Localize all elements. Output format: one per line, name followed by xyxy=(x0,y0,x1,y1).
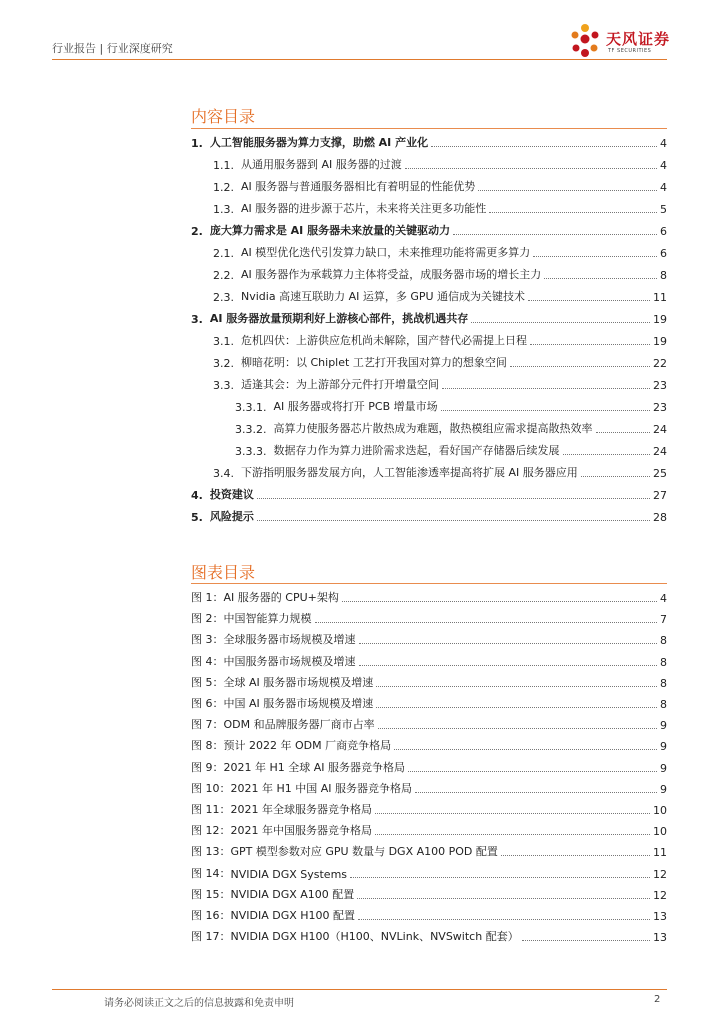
figure-entry-text: GPT 模型参数对应 GPU 数量与 DGX A100 POD 配置 xyxy=(230,845,498,859)
toc-leader-dots xyxy=(471,322,650,323)
toc-entry-text: 适逢其会：为上游部分元件打开增量空间 xyxy=(241,378,439,391)
figure-entry-label: 图 9： xyxy=(191,760,224,774)
figure-entry-label: 图 5： xyxy=(191,675,224,689)
figure-entry[interactable] xyxy=(191,924,667,944)
figure-entry-label: 图 12： xyxy=(191,824,231,838)
figure-entry[interactable] xyxy=(191,733,667,753)
figure-leader-dots xyxy=(342,601,657,602)
toc-entry-page: 23 xyxy=(653,379,667,392)
figure-entry-label: 图 11： xyxy=(191,803,231,816)
figure-entry[interactable] xyxy=(191,712,667,732)
figure-entry-label: 图 17： xyxy=(191,930,231,944)
toc-leader-dots xyxy=(405,168,657,169)
figure-entry[interactable] xyxy=(191,627,667,647)
figure-entry[interactable] xyxy=(191,903,667,923)
figure-leader-dots xyxy=(522,940,650,941)
toc-entry-page: 23 xyxy=(653,401,667,414)
figure-entry-text: 全球 AI 服务器市场规模及增速 xyxy=(223,675,374,689)
figure-entry[interactable] xyxy=(191,776,667,796)
toc-entry-number: 3.3.2. xyxy=(235,423,267,436)
toc-entry-number: 1. xyxy=(191,137,203,150)
figure-leader-dots xyxy=(376,707,657,708)
toc-entry-page: 24 xyxy=(653,445,667,458)
figure-entry-page: 8 xyxy=(660,655,667,669)
figure-entry[interactable] xyxy=(191,861,667,881)
figure-entry-text: 2021 年中国服务器竞争格局 xyxy=(230,824,372,838)
toc-leader-dots xyxy=(441,410,650,411)
toc-entry[interactable] xyxy=(235,394,667,414)
figure-entry[interactable] xyxy=(191,606,667,626)
toc-entry-page: 8 xyxy=(660,269,667,282)
figure-entry[interactable] xyxy=(191,670,667,690)
toc-entry-page: 25 xyxy=(653,467,667,480)
toc-entry-text: 人工智能服务器为算力支撑，助燃 AI 产业化 xyxy=(209,136,429,149)
figure-entry-text: NVIDIA DGX A100 配置 xyxy=(230,887,355,901)
toc-entry-text: 数据存力作为算力进阶需求迭起，看好国产存储器后续发展 xyxy=(273,444,560,457)
figure-entry-page: 13 xyxy=(653,931,667,945)
toc-leader-dots xyxy=(478,190,657,191)
toc-entry-text: AI 服务器的进步源于芯片，未来将关注更多功能性 xyxy=(241,202,487,215)
figure-entry-text: NVIDIA DGX H100 配置 xyxy=(230,909,356,922)
figure-entry-text: 中国智能算力规模 xyxy=(223,612,312,626)
figure-entry-text: 2021 年全球服务器竞争格局 xyxy=(230,803,372,816)
figure-entry-text: NVIDIA DGX H100（H100、NVLink、NVSwitch 配套） xyxy=(230,930,519,944)
figure-entry-label: 图 13： xyxy=(191,845,231,859)
toc-entry[interactable] xyxy=(213,460,667,480)
toc-entry[interactable] xyxy=(235,416,667,436)
figure-entry-label: 图 7： xyxy=(191,718,224,732)
header-category: 行业报告 | 行业深度研究 xyxy=(52,42,173,55)
contents-title-rule xyxy=(191,128,667,129)
toc-entry[interactable] xyxy=(191,482,667,502)
toc-entry[interactable] xyxy=(213,284,667,304)
figure-entry-label: 图 2： xyxy=(191,612,224,626)
figure-leader-dots xyxy=(359,643,658,644)
figure-entry-page: 11 xyxy=(653,846,667,860)
toc-entry-text: 风险提示 xyxy=(209,510,254,523)
toc-entry-page: 4 xyxy=(660,137,667,150)
figure-entry-label: 图 6： xyxy=(191,697,224,710)
toc-entry-page: 19 xyxy=(653,335,667,348)
toc-entry-page: 19 xyxy=(653,313,667,326)
toc-entry-text: 投资建议 xyxy=(209,488,254,501)
toc-entry-page: 22 xyxy=(653,357,667,370)
toc-entry[interactable] xyxy=(235,438,667,458)
toc-entry-number: 2.1. xyxy=(213,247,234,260)
figure-entry[interactable] xyxy=(191,839,667,859)
toc-entry-page: 6 xyxy=(660,247,667,260)
figure-entry-text: NVIDIA DGX Systems xyxy=(230,867,348,881)
toc-entry-number: 3.2. xyxy=(213,357,234,370)
brand-name-en: TF SECURITIES xyxy=(608,48,652,54)
toc-leader-dots xyxy=(596,432,651,433)
figure-leader-dots xyxy=(415,792,657,793)
toc-entry-number: 1.1. xyxy=(213,159,234,172)
toc-leader-dots xyxy=(431,146,657,147)
figure-leader-dots xyxy=(376,686,657,687)
footer-disclaimer: 请务必阅读正文之后的信息披露和免责申明 xyxy=(104,998,294,1009)
figure-entry-label: 图 1： xyxy=(191,591,224,604)
toc-entry-number: 1.2. xyxy=(213,181,234,194)
toc-entry-text: AI 模型优化迭代引发算力缺口，未来推理功能将需更多算力 xyxy=(241,246,531,259)
figure-entry-page: 10 xyxy=(653,804,667,817)
figure-entry-page: 12 xyxy=(653,888,667,902)
figure-entry-page: 8 xyxy=(660,634,667,648)
figure-entry-page: 9 xyxy=(660,761,667,775)
figure-entry-text: AI 服务器的 CPU+架构 xyxy=(223,591,339,604)
figure-leader-dots xyxy=(408,771,657,772)
toc-entry-page: 24 xyxy=(653,423,667,436)
figure-entry-page: 7 xyxy=(660,613,667,627)
figure-leader-dots xyxy=(359,665,658,666)
brand-logo xyxy=(568,22,698,62)
toc-entry[interactable] xyxy=(191,306,667,326)
toc-entry-text: AI 服务器与普通服务器相比有着明显的性能优势 xyxy=(241,180,476,193)
toc-entry-number: 3. xyxy=(191,313,203,326)
toc-entry-number: 3.3.3. xyxy=(235,445,267,458)
toc-entry-number: 5. xyxy=(191,511,203,524)
toc-entry[interactable] xyxy=(213,262,667,282)
toc-entry[interactable] xyxy=(213,328,667,348)
toc-entry-text: 柳暗花明：以 Chiplet 工艺打开我国对算力的想象空间 xyxy=(241,356,507,369)
figure-entry-page: 9 xyxy=(660,782,667,796)
figure-leader-dots xyxy=(375,813,650,814)
toc-leader-dots xyxy=(530,344,650,345)
figures-title-rule xyxy=(191,583,667,584)
figures-title: 图表目录 xyxy=(191,563,256,582)
toc-entry-text: AI 服务器放量预期利好上游核心部件，挑战机遇共存 xyxy=(209,312,469,325)
toc-entry[interactable] xyxy=(213,174,667,194)
figure-leader-dots xyxy=(375,834,650,835)
toc-entry-number: 3.4. xyxy=(213,467,234,480)
toc-leader-dots xyxy=(533,256,657,257)
toc-entry[interactable] xyxy=(213,152,667,172)
toc-entry-page: 4 xyxy=(660,159,667,172)
toc-entry-text: AI 服务器或将打开 PCB 增量市场 xyxy=(273,400,438,413)
toc-entry-number: 3.3.1. xyxy=(235,401,267,414)
contents-title: 内容目录 xyxy=(191,107,256,126)
toc-entry-page: 5 xyxy=(660,203,667,216)
toc-entry-text: 高算力使服务器芯片散热成为难题，散热模组应需求提高散热效率 xyxy=(273,422,593,435)
figure-leader-dots xyxy=(315,622,658,623)
toc-leader-dots xyxy=(453,234,657,235)
toc-entry-text: 危机四伏：上游供应危机尚未解除，国产替代必需提上日程 xyxy=(241,334,527,347)
toc-leader-dots xyxy=(510,366,650,367)
toc-entry-text: Nvidia 高速互联助力 AI 运算，多 GPU 通信成为关键技术 xyxy=(241,290,526,303)
toc-entry[interactable] xyxy=(213,372,667,392)
figure-entry-page: 4 xyxy=(660,592,667,605)
figure-entry[interactable] xyxy=(191,755,667,775)
toc-leader-dots xyxy=(544,278,657,279)
figure-entry-text: 中国服务器市场规模及增速 xyxy=(223,654,356,668)
figure-entry-text: 2021 年 H1 中国 AI 服务器竞争格局 xyxy=(230,781,413,795)
toc-entry-number: 4. xyxy=(191,489,203,502)
figure-entry-text: ODM 和品牌服务器厂商市占率 xyxy=(223,718,375,732)
brand-name-cn: 天风证券 xyxy=(606,30,671,48)
figure-entry-text: 中国 AI 服务器市场规模及增速 xyxy=(223,697,374,710)
toc-leader-dots xyxy=(528,300,650,301)
toc-entry[interactable] xyxy=(213,240,667,260)
toc-entry-number: 2. xyxy=(191,225,203,238)
figure-entry-text: 预计 2022 年 ODM 厂商竞争格局 xyxy=(223,739,392,753)
figure-entry-text: 2021 年 H1 全球 AI 服务器竞争格局 xyxy=(223,760,406,774)
toc-leader-dots xyxy=(442,388,650,389)
figure-entry-page: 12 xyxy=(653,867,667,881)
header-divider xyxy=(52,59,667,60)
toc-leader-dots xyxy=(581,476,650,477)
figure-entry[interactable] xyxy=(191,585,667,605)
toc-entry[interactable] xyxy=(191,130,667,150)
toc-entry-text: 庞大算力需求是 AI 服务器未来放量的关键驱动力 xyxy=(209,224,451,237)
figure-leader-dots xyxy=(501,855,650,856)
figure-leader-dots xyxy=(350,877,650,878)
footer-divider xyxy=(52,989,667,990)
toc-leader-dots xyxy=(257,520,650,521)
toc-entry-number: 2.3. xyxy=(213,291,234,304)
figure-entry-text: 全球服务器市场规模及增速 xyxy=(223,633,356,647)
footer-page-number: 2 xyxy=(654,994,661,1005)
toc-entry-number: 2.2. xyxy=(213,269,234,282)
toc-entry-text: 下游指明服务器发展方向，人工智能渗透率提高将扩展 AI 服务器应用 xyxy=(241,466,578,479)
figure-entry-label: 图 14： xyxy=(191,866,231,880)
figure-entry-label: 图 8： xyxy=(191,739,224,753)
figure-leader-dots xyxy=(357,898,650,899)
figure-leader-dots xyxy=(378,728,657,729)
toc-leader-dots xyxy=(257,498,650,499)
figure-entry[interactable] xyxy=(191,818,667,838)
toc-leader-dots xyxy=(563,454,651,455)
toc-entry[interactable] xyxy=(213,350,667,370)
figure-entry-label: 图 16： xyxy=(191,909,231,922)
toc-entry-page: 28 xyxy=(653,511,667,524)
toc-entry-page: 6 xyxy=(660,225,667,238)
toc-entry-number: 3.1. xyxy=(213,335,234,348)
figure-entry-page: 8 xyxy=(660,698,667,711)
figure-entry[interactable] xyxy=(191,649,667,669)
toc-entry[interactable] xyxy=(213,196,667,216)
toc-entry[interactable] xyxy=(191,504,667,524)
figure-entry-label: 图 3： xyxy=(191,633,224,647)
figure-entry-page: 13 xyxy=(653,910,667,923)
toc-entry-text: AI 服务器作为承载算力主体将受益，成服务器市场的增长主力 xyxy=(241,268,542,281)
toc-entry-text: 从通用服务器到 AI 服务器的过渡 xyxy=(241,158,402,171)
toc-entry-page: 11 xyxy=(653,291,667,304)
toc-entry-page: 4 xyxy=(660,181,667,194)
toc-leader-dots xyxy=(489,212,657,213)
figure-entry-page: 10 xyxy=(653,825,667,839)
figure-leader-dots xyxy=(394,749,657,750)
figure-entry-page: 9 xyxy=(660,719,667,733)
toc-entry[interactable] xyxy=(191,218,667,238)
figure-entry[interactable] xyxy=(191,691,667,711)
figure-entry[interactable] xyxy=(191,882,667,902)
figure-entry-label: 图 4： xyxy=(191,654,224,668)
figure-entry-label: 图 15： xyxy=(191,887,231,901)
toc-entry-number: 1.3. xyxy=(213,203,234,216)
figure-entry[interactable] xyxy=(191,797,667,817)
brand-logo-mark-icon xyxy=(568,22,602,60)
toc-entry-number: 3.3. xyxy=(213,379,234,392)
figure-leader-dots xyxy=(358,919,650,920)
toc-entry-page: 27 xyxy=(653,489,667,502)
figure-entry-label: 图 10： xyxy=(191,781,231,795)
figure-entry-page: 9 xyxy=(660,740,667,754)
figure-entry-page: 8 xyxy=(660,676,667,690)
